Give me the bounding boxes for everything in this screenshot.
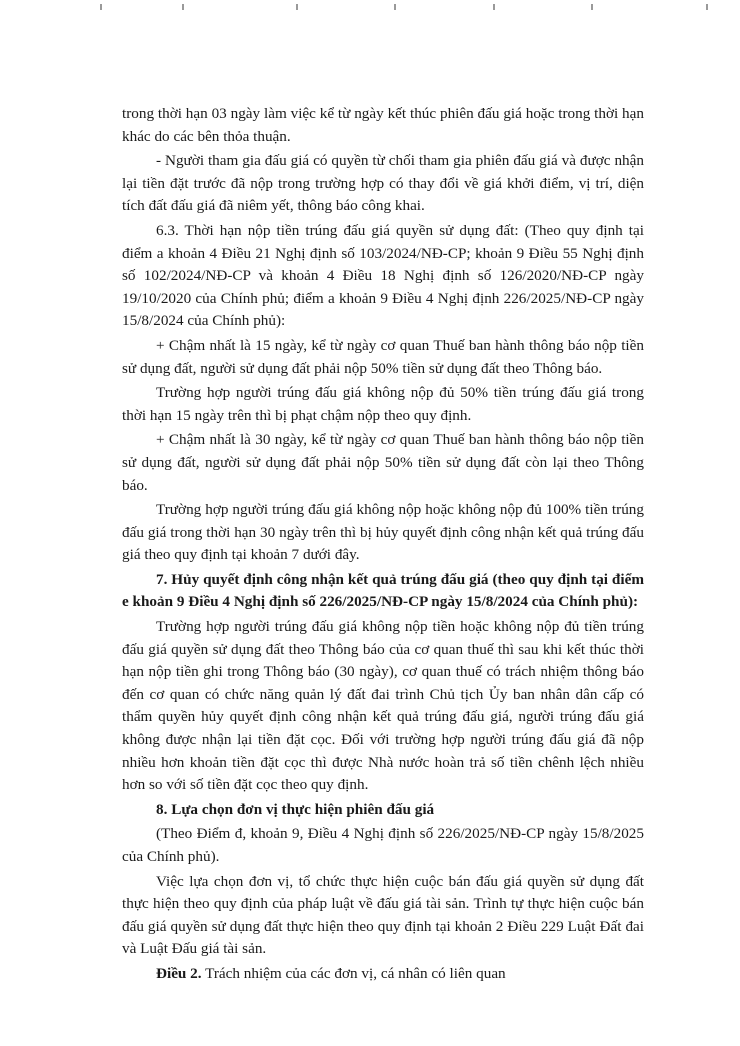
- scan-mark: [182, 4, 184, 10]
- section-6-3-heading: 6.3. Thời hạn nộp tiền trúng đấu giá quyền sử dụng đất: (Theo quy định tại điểm a khoản 4 Điều 21 Nghị định số 103/2024/NĐ-CP; khoản 9 Điều 55 Nghị định số 102/2024/NĐ-CP và khoản 4 Điều 18 Nghị định số 126/2020/NĐ-CP ngày 19/10/2020 của Chính phủ; điểm a khoản 9 Điều 4 Nghị định 226/2025/NĐ-CP ngày 15/8/2024 của Chính phủ):: [122, 221, 644, 330]
- article-2-heading: [122, 963, 644, 986]
- article-2-label: Điều 2.: [156, 964, 202, 982]
- paragraph-deadline-continuation: trong thời hạn 03 ngày làm việc kể từ ngày kết thúc phiên đấu giá hoặc trong thời hạn khác do các bên thỏa thuận.: [122, 105, 644, 145]
- scan-mark: [706, 4, 708, 10]
- scan-mark: [493, 4, 495, 10]
- paragraph-cancellation: Trường hợp người trúng đấu giá không nộp tiền hoặc không nộp đủ tiền trúng đấu giá quyền sử dụng đất theo Thông báo của cơ quan thuế thì sau khi kết thúc thời hạn nộp tiền ghi trong Thông báo (30 ngày), cơ quan thuế có trách nhiệm thông báo đến cơ quan có chức năng quản lý đất đai trình Chủ tịch Ủy ban nhân dân cấp có thẩm quyền hủy quyết định công nhận kết quả trúng đấu giá, người trúng đấu giá không được nhận lại tiền đặt cọc. Đối với trường hợp người trúng đấu giá đã nộp nhiều hơn khoản tiền đặt cọc thì được Nhà nước hoàn trả số tiền chênh lệch nhiều hơn so với số tiền đặt cọc theo quy định.: [122, 618, 644, 794]
- paragraph-15-days-penalty: Trường hợp người trúng đấu giá không nộp đủ 50% tiền trúng đấu giá trong thời hạn 15 ngày trên thì bị phạt chậm nộp theo quy định.: [122, 384, 644, 424]
- document-body: [122, 103, 644, 988]
- scan-mark: [296, 4, 298, 10]
- scan-mark: [100, 4, 102, 10]
- paragraph-30-days-cancel: Trường hợp người trúng đấu giá không nộp hoặc không nộp đủ 100% tiền trúng đấu giá trong thời hạn 30 ngày trên thì bị hủy quyết định công nhận kết quả trúng đấu giá theo quy định tại khoản 7 dưới đây.: [122, 501, 644, 564]
- paragraph-refusal-right: - Người tham gia đấu giá có quyền từ chối tham gia phiên đấu giá và được nhận lại tiền đặt trước đã nộp trong trường hợp có thay đổi về giá khởi điểm, vị trí, diện tích đất đấu giá đã niêm yết, thông báo công khai.: [122, 152, 644, 215]
- paragraph-section-8-basis: (Theo Điểm đ, khoản 9, Điều 4 Nghị định số 226/2025/NĐ-CP ngày 15/8/2025 của Chính phủ).: [122, 825, 644, 865]
- section-7-heading: 7. Hủy quyết định công nhận kết quả trúng đấu giá (theo quy định tại điểm e khoản 9 Điều 4 Nghị định số 226/2025/NĐ-CP ngày 15/8/2024 của Chính phủ):: [122, 570, 644, 611]
- section-8-heading: 8. Lựa chọn đơn vị thực hiện phiên đấu giá: [156, 800, 435, 818]
- scan-mark: [591, 4, 593, 10]
- paragraph-section-8-selection: Việc lựa chọn đơn vị, tổ chức thực hiện cuộc bán đấu giá quyền sử dụng đất thực hiện theo quy định của pháp luật về đấu giá tài sản. Trình tự thực hiện cuộc bán đấu giá quyền sử dụng đất thực hiện theo quy định tại khoản 2 Điều 229 Luật Đất đai và Luật Đấu giá tài sản.: [122, 872, 644, 958]
- article-2-title: Trách nhiệm của các đơn vị, cá nhân có liên quan: [201, 964, 506, 982]
- paragraph-30-days: + Chậm nhất là 30 ngày, kể từ ngày cơ quan Thuế ban hành thông báo nộp tiền sử dụng đất, người sử dụng đất phải nộp 50% tiền sử dụng đất còn lại theo Thông báo.: [122, 431, 644, 494]
- paragraph-15-days: + Chậm nhất là 15 ngày, kể từ ngày cơ quan Thuế ban hành thông báo nộp tiền sử dụng đất, người sử dụng đất phải nộp 50% tiền sử dụng đất theo Thông báo.: [122, 336, 644, 377]
- scan-mark: [394, 4, 396, 10]
